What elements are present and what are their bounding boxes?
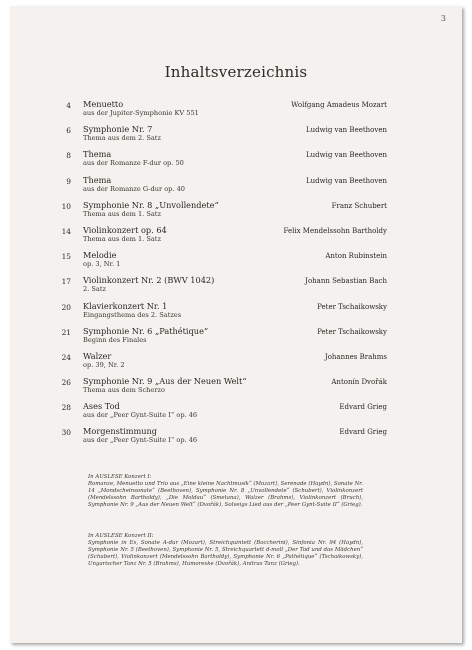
toc-page-number: 28 (61, 403, 71, 413)
note-body: Symphonie in Es, Sonate A-dur (Mozart), Streichquintett (Boccherini), Sinfonia Nr. 94 (Haydn), Symphonie Nr. 5 (Beethoven), Symphonie Nr. 5, Streichquartett d-moll „Der Tod und das Mädchen“ (Schubert), Violinkonzert (Mendelssohn Bartholdy), Symphonie Nr. 6 „Pathétique“ (Tschaikowsky), Ungarischer Tanz Nr. 5 (Brahms), Humoreske (Dvořák), Anitras Tanz (Grieg). (88, 540, 363, 567)
toc-composer: Johannes Brahms (324, 352, 387, 361)
toc-title: Morgenstimmung (83, 426, 158, 437)
toc-composer: Johann Sebastian Bach (305, 277, 387, 286)
toc-title: Violinkonzert Nr. 2 (BWV 1042) (83, 275, 215, 286)
toc-composer: Anton Rubinstein (325, 252, 387, 261)
toc-subtitle: aus der Romanze G-dur op. 40 (83, 184, 185, 193)
toc-composer: Antonín Dvořák (331, 378, 387, 387)
note-heading: In AUSLESE Konzert II: (88, 533, 154, 539)
toc-subtitle: aus der „Peer Gynt-Suite I“ op. 46 (83, 411, 198, 420)
toc-composer: Wolfgang Amadeus Mozart (291, 101, 387, 109)
toc-composer: Peter Tschaikowsky (317, 327, 387, 336)
toc-subtitle: aus der Jupiter-Symphonie KV 551 (83, 109, 199, 117)
toc-title: Klavierkonzert Nr. 1 (83, 300, 168, 311)
note-heading: In AUSLESE Konzert I: (88, 474, 152, 480)
toc-subtitle: Eingangsthema des 2. Satzes (83, 310, 182, 319)
toc-subtitle: aus der Romanze F-dur op. 50 (83, 159, 184, 168)
toc-subtitle: aus der „Peer Gynt-Suite I“ op. 46 (83, 436, 198, 445)
toc-composer: Edvard Grieg (339, 403, 387, 412)
toc-page-number: 26 (61, 378, 71, 388)
toc-entry (10, 401, 462, 426)
toc-page-number: 21 (61, 327, 71, 337)
toc-entry (10, 326, 462, 351)
toc-composer: Ludwig van Beethoven (305, 176, 387, 185)
toc-entry (10, 275, 462, 300)
toc-title: Ases Tod (83, 401, 120, 412)
toc-subtitle: op. 3, Nr. 1 (83, 260, 121, 269)
toc-page-number: 24 (61, 352, 71, 362)
toc-composer: Ludwig van Beethoven (305, 151, 387, 160)
toc-title: Symphonie Nr. 9 „Aus der Neuen Welt“ (83, 376, 247, 387)
toc-composer: Peter Tschaikowsky (317, 302, 387, 311)
page-title: Inhaltsverzeichnis (164, 63, 308, 81)
toc-title: Menuetto (83, 99, 124, 109)
toc-page-number: 6 (66, 126, 71, 136)
toc-entry (10, 250, 462, 275)
toc-title: Thema (83, 174, 112, 185)
toc-subtitle: Thema aus dem Scherzo (83, 386, 165, 395)
toc-subtitle: 2. Satz (83, 285, 106, 294)
toc-subtitle: Thema aus dem 1. Satz (83, 209, 161, 218)
toc-entry (10, 175, 462, 200)
toc-page-number: 17 (61, 277, 71, 287)
note-block (88, 533, 363, 568)
note-body: Romanze, Menuetto und Trio aus „Eine kleine Nachtmusik“ (Mozart), Serenade (Haydn), Sonate Nr. 14 „Mondscheinsonate“ (Beethoven), Symphonie Nr. 8 „Unvollendete“ (Schubert), Violinkonzert (Mendelssohn Bartholdy), „Die Moldau“ (Smetana), Walzer (Brahms), Violinkonzert (Bruch), Symphonie Nr. 9 „Aus der Neuen Welt“ (Dvořák), Solveigs Lied aus der „Peer Gynt-Suite II“ (Grieg). (88, 481, 363, 508)
toc-subtitle: Thema aus dem 1. Satz (83, 234, 161, 243)
toc-page-number: 14 (61, 226, 71, 236)
toc-page-number: 10 (61, 201, 71, 211)
toc-title: Symphonie Nr. 7 (83, 124, 153, 135)
toc-title: Violinkonzert op. 64 (83, 224, 167, 235)
toc-entry (10, 301, 462, 326)
toc-page-number: 9 (66, 176, 71, 186)
toc-subtitle: Thema aus dem 2. Satz (83, 134, 161, 143)
toc-title: Symphonie Nr. 6 „Pathétique“ (83, 325, 209, 336)
toc-page-number: 8 (66, 151, 71, 161)
toc-title: Thema (83, 149, 112, 160)
toc-entry (10, 376, 462, 401)
toc-title: Walzer (83, 350, 112, 361)
note-block (88, 474, 363, 509)
toc-subtitle: Beginn des Finales (83, 335, 147, 344)
toc-entry (10, 124, 462, 149)
toc-subtitle: op. 39, Nr. 2 (83, 360, 125, 369)
toc-page-number: 15 (61, 252, 71, 262)
document-page (10, 6, 462, 643)
toc-list (10, 99, 462, 452)
toc-entry (10, 149, 462, 174)
toc-title: Symphonie Nr. 8 „Unvollendete“ (83, 199, 219, 210)
toc-composer: Ludwig van Beethoven (305, 126, 387, 135)
toc-entry (10, 426, 462, 451)
toc-entry (10, 351, 462, 376)
toc-entry (10, 200, 462, 225)
toc-entry (10, 225, 462, 250)
toc-composer: Franz Schubert (331, 201, 387, 210)
toc-page-number: 4 (66, 101, 71, 110)
toc-entry (10, 99, 462, 124)
toc-title: Melodie (83, 250, 117, 261)
toc-page-number: 20 (61, 302, 71, 312)
page-number: 3 (440, 14, 446, 23)
toc-composer: Edvard Grieg (339, 428, 387, 437)
toc-composer: Felix Mendelssohn Bartholdy (283, 226, 387, 235)
toc-page-number: 30 (61, 428, 71, 438)
